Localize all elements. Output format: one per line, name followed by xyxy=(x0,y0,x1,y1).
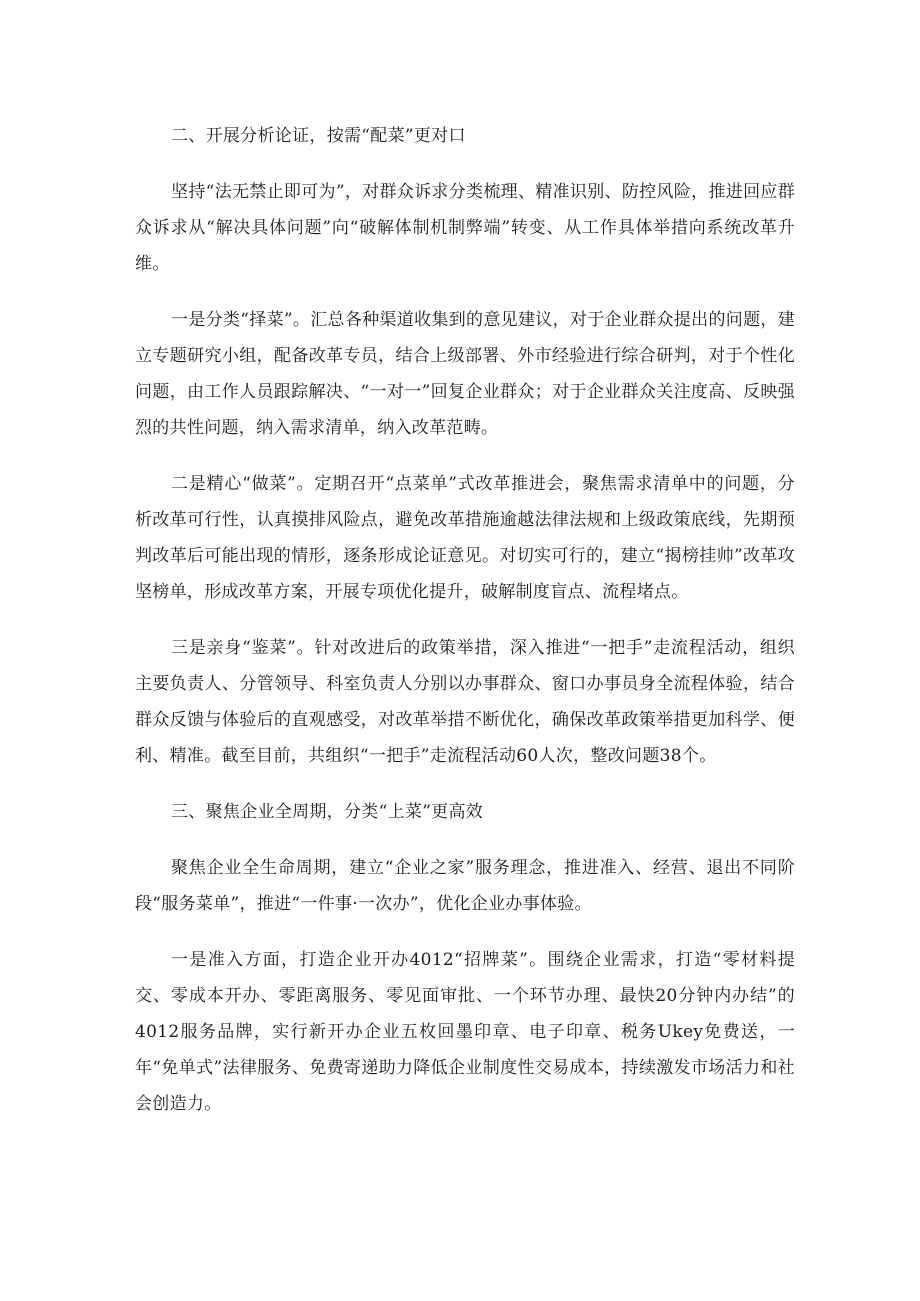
paragraph: 一是准入方面，打造企业开办4012“招牌菜”。围绕企业需求，打造“零材料提交、零成本开办、零距离服务、零见面审批、一个环节办理、最快20分钟内办结”的4012服务品牌，实行新开办企业五枚回墨印章、电子印章、税务Ukey免费送，一年“免单式”法律服务、免费寄递助力降低企业制度性交易成本，持续激发市场活力和社会创造力。 xyxy=(135,950,795,1114)
paragraph: 坚持“法无禁止即可为”，对群众诉求分类梳理、精准识别、防控风险，推进回应群众诉求从“解决具体问题”向“破解体制机制弊端”转变、从工作具体举措向系统改革升维。 xyxy=(135,182,795,274)
paragraph: 一是分类“择菜”。汇总各种渠道收集到的意见建议，对于企业群众提出的问题，建立专题研究小组，配备改革专员，结合上级部署、外市经验进行综合研判，对于个性化问题，由工作人员跟踪解决、“一对一”回复企业群众；对于企业群众关注度高、反映强烈的共性问题，纳入需求清单，纳入改革范畴。 xyxy=(135,310,795,438)
paragraph: 二是精心“做菜”。定期召开“点菜单”式改革推进会，聚焦需求清单中的问题，分析改革可行性，认真摸排风险点，避免改革措施逾越法律法规和上级政策底线，先期预判改革后可能出现的情形，逐条形成论证意见。对切实可行的，建立“揭榜挂帅”改革攻坚榜单，形成改革方案，开展专项优化提升，破解制度盲点、流程堵点。 xyxy=(135,474,795,602)
paragraph: 聚焦企业全生命周期，建立“企业之家”服务理念，推进准入、经营、退出不同阶段“服务菜单”，推进“一件事·一次办”，优化企业办事体验。 xyxy=(135,858,795,914)
section-heading-2: 二、开展分析论证，按需“配菜”更对口 xyxy=(171,126,466,146)
document-body xyxy=(135,118,795,1142)
paragraph: 三是亲身“鉴菜”。针对改进后的政策举措，深入推进“一把手”走流程活动，组织主要负责人、分管领导、科室负责人分别以办事群众、窗口办事员身全流程体验，结合群众反馈与体验后的直观感受，对改革举措不断优化，确保改革政策举措更加科学、便利、精准。截至目前，共组织“一把手”走流程活动60人次，整改问题38个。 xyxy=(135,638,795,766)
section-heading-3: 三、聚焦企业全周期，分类“上菜”更高效 xyxy=(171,802,484,822)
